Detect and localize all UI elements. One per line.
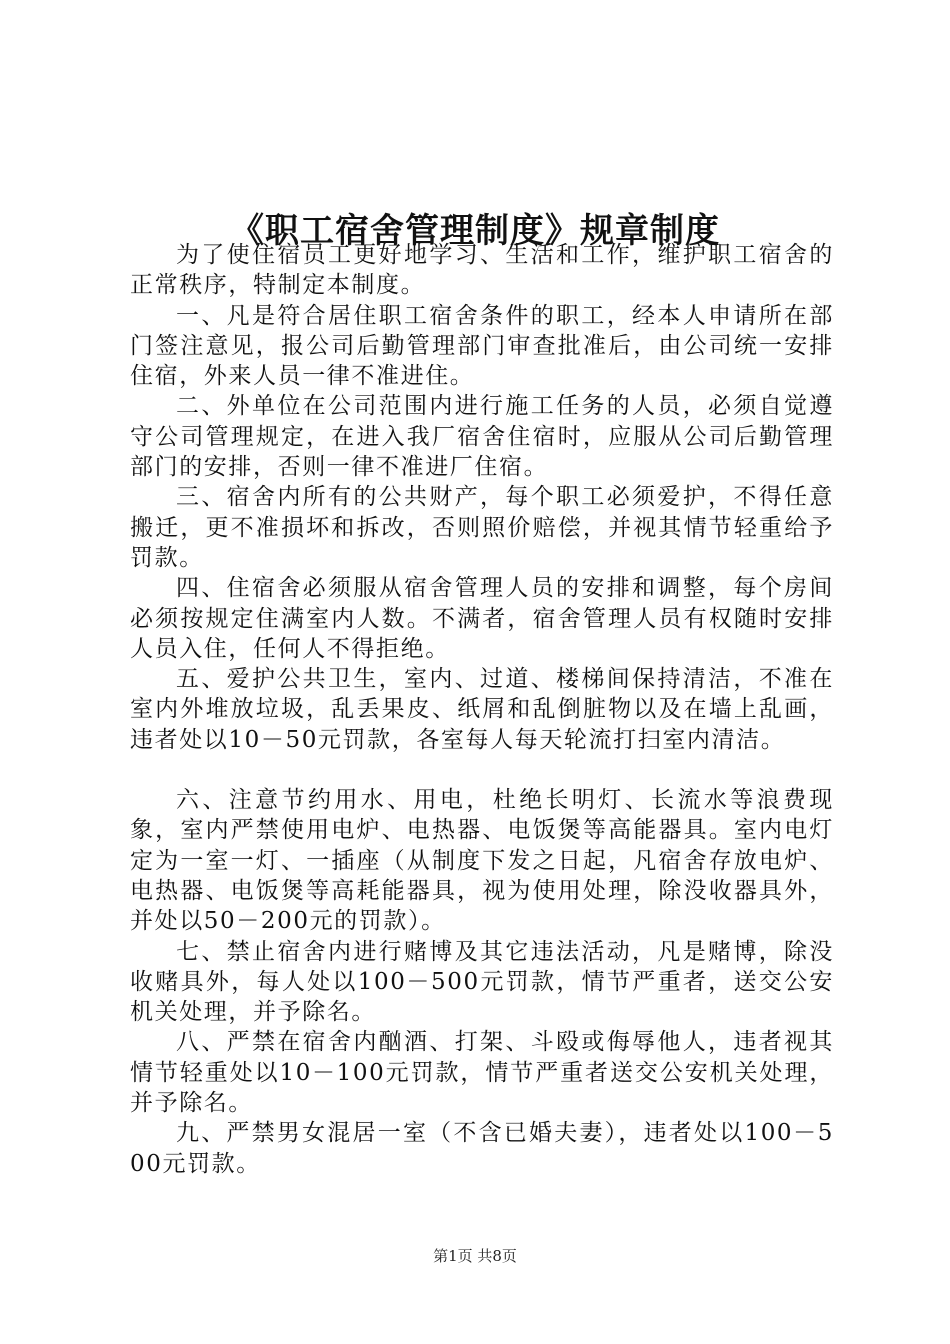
rule-6-paragraph: 六、注意节约用水、用电，杜绝长明灯、长流水等浪费现象，室内严禁使用电炉、电热器、电饭煲等高能器具。室内电灯定为一室一灯、一插座（从制度下发之日起，凡宿舍存放电炉、电热器、电饭煲等高耗能器具，视为使用处理，除没收器具外，并处以50－200元的罚款）。 [130,787,834,935]
rule-3-paragraph: 三、宿舍内所有的公共财产，每个职工必须爱护，不得任意搬迁，更不准损坏和拆改，否则照价赔偿，并视其情节轻重给予罚款。 [130,484,834,571]
rule-7-paragraph: 七、禁止宿舍内进行赌博及其它违法活动，凡是赌博，除没收赌具外，每人处以100－500元罚款，情节严重者，送交公安机关处理，并予除名。 [130,938,834,1026]
rule-8-paragraph: 八、严禁在宿舍内酗酒、打架、斗殴或侮辱他人，违者视其情节轻重处以10－100元罚款，情节严重者送交公安机关处理，并予除名。 [130,1029,834,1117]
rule-5-paragraph: 五、爱护公共卫生，室内、过道、楼梯间保持清洁，不准在室内外堆放垃圾，乱丢果皮、纸屑和乱倒脏物以及在墙上乱画，违者处以10－50元罚款，各室每人每天轮流打扫室内清洁。 [130,666,834,753]
rule-2-paragraph: 二、外单位在公司范围内进行施工任务的人员，必须自觉遵守公司管理规定，在进入我厂宿舍住宿时，应服从公司后勤管理部门的安排，否则一律不准进厂住宿。 [130,393,834,481]
rule-9-paragraph: 九、严禁男女混居一室（不含已婚夫妻），违者处以100－500元罚款。 [130,1120,834,1177]
document-body [130,240,834,1179]
rule-4-paragraph: 四、住宿舍必须服从宿舍管理人员的安排和调整，每个房间必须按规定住满室内人数。不满者，宿舍管理人员有权随时安排人员入住，任何人不得拒绝。 [130,575,834,662]
document-title: 《职工宿舍管理制度》规章制度 [230,210,720,251]
page-number-footer: 第1页 共8页 [433,1247,517,1265]
intro-paragraph: 为了使住宿员工更好地学习、生活和工作，维护职工宿舍的正常秩序，特制定本制度。 [130,242,834,299]
rule-1-paragraph: 一、凡是符合居住职工宿舍条件的职工，经本人申请所在部门签注意见，报公司后勤管理部门审查批准后，由公司统一安排住宿，外来人员一律不准进住。 [130,302,834,390]
